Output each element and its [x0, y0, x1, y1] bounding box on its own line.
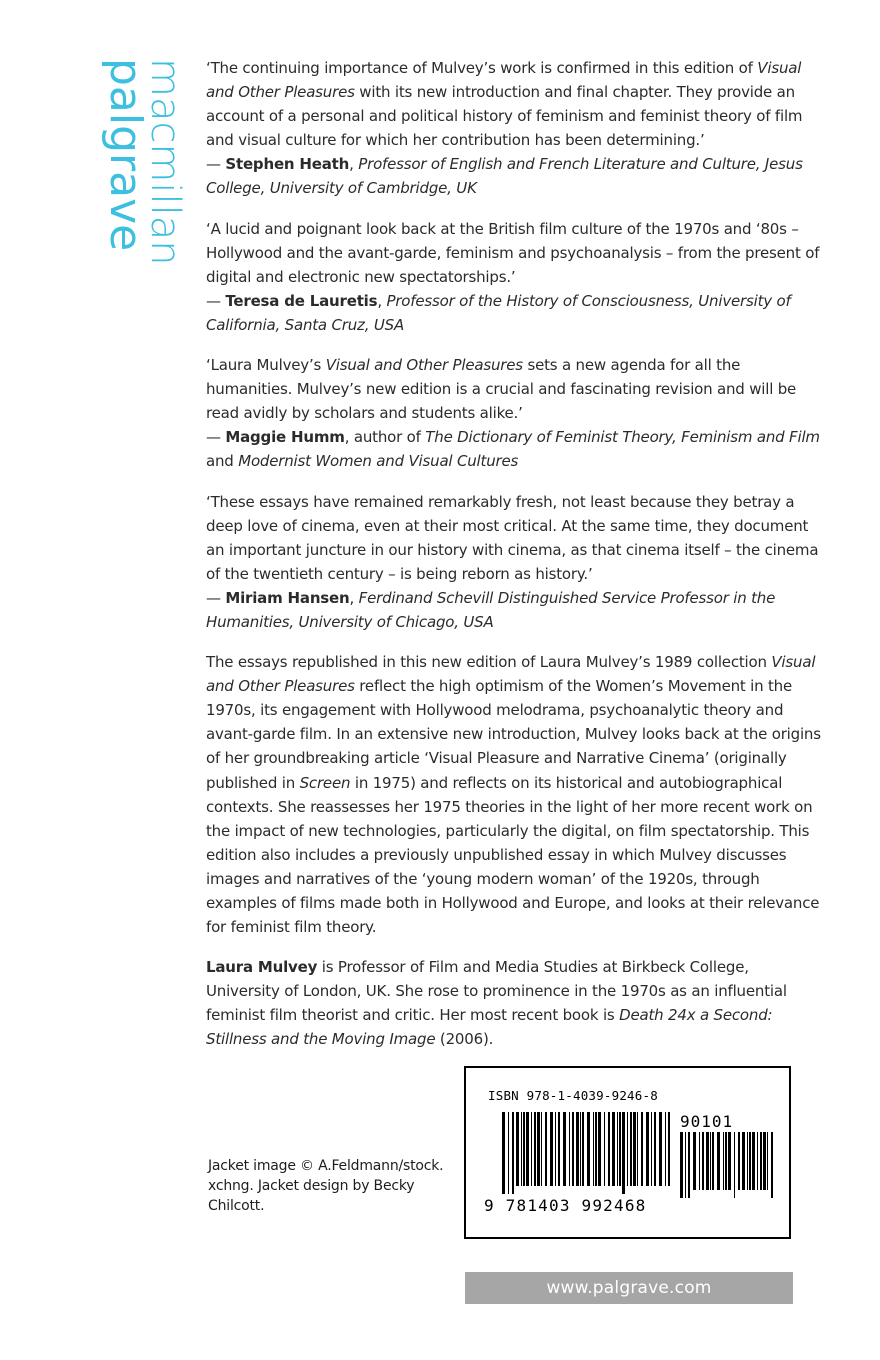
barcode-bar	[555, 1112, 556, 1186]
isbn-label: ISBN 978-1-4039-9246-8	[488, 1088, 658, 1103]
logo-line-palgrave: palgrave	[100, 58, 151, 252]
barcode-bar	[545, 1112, 547, 1186]
barcode-bar	[742, 1132, 745, 1190]
barcode-bar	[717, 1132, 720, 1190]
jacket-credit: Jacket image © A.Feldmann/stock. xchng. Jacket design by Becky Chilcott.	[208, 1158, 444, 1214]
barcode-bar	[537, 1112, 540, 1186]
barcode-bar	[771, 1132, 773, 1198]
barcode-bar	[646, 1112, 649, 1186]
barcode-bar	[617, 1112, 618, 1186]
author-bio: Laura Mulvey is Professor of Film and Media Studies at Birkbeck College, University of London, UK. She rose to prominence in the 1970s as an influential feminist film theorist and critic. Her most recent book is Death 24x a Second: Stillness and the Moving Image (2006).	[206, 958, 787, 1049]
barcode-bar	[622, 1112, 625, 1194]
book-description: The essays republished in this new edition of Laura Mulvey’s 1989 collection Visual and Other Pleasures reflect the high optimism of the Women’s Movement in the 1970s, its engagement with Hollywood melodrama, psychoanalytic theory and avant-garde film. In an extensive new introduction, Mulvey looks back at the origins of her groundbreaking article ‘Visual Pleasure and Narrative Cinema’ (originally published in Screen in 1975) and reflects on its historical and autobiographical contexts. She reassesses her 1975 theories in the light of her more recent work on the impact of new technologies, particularly the digital, on film spectatorship. This edition also includes a previously unpublished essay in which Mulvey discusses images and narratives of the ‘young modern woman’ of the 1920s, through examples of films made both in Hollywood and Europe, and looks at their relevance for feminist film theory.	[206, 653, 821, 937]
barcode-bar	[654, 1112, 656, 1186]
barcode-bar	[512, 1112, 514, 1194]
barcode-bar	[558, 1112, 560, 1186]
quote-attribution: — Teresa de Lauretis, Professor of the History of Consciousness, University of California, Santa Cruz, USA	[206, 291, 791, 334]
barcode-bar	[569, 1112, 570, 1186]
barcode-bar	[534, 1112, 536, 1186]
quote-attribution: — Stephen Heath, Professor of English and French Literature and Culture, Jesus College, University of Cambridge, UK	[206, 155, 803, 198]
quote-attribution: — Maggie Humm, author of The Dictionary of Feminist Theory, Feminism and Film and Modernist Women and Visual Cultures	[206, 428, 820, 471]
barcode-bar	[699, 1132, 700, 1190]
barcode-bar	[531, 1112, 532, 1186]
author-name: Laura Mulvey	[206, 958, 318, 977]
barcode-bar	[723, 1132, 724, 1190]
barcode-bar	[580, 1112, 581, 1186]
ean-barcode-bars	[502, 1112, 672, 1196]
barcode-bar	[541, 1112, 542, 1186]
barcode-bar	[627, 1112, 628, 1186]
palgrave-macmillan-logo	[64, 58, 188, 266]
review-quote-heath: ‘The continuing importance of Mulvey’s work is confirmed in this edition of Visual and Other Pleasures with its new introduction and final chapter. They provide an account of a personal and political history of feminism and feminist theory of film and visual culture for which her contribution has been determining.’ — Stephen Heath, Professor of English and French Literature and Culture, Jesus College, University of Cambridge, UK	[206, 59, 803, 198]
barcode-bar	[612, 1112, 615, 1186]
barcode-bar	[582, 1112, 584, 1186]
barcode-bar	[688, 1132, 690, 1198]
barcode-bar	[550, 1112, 553, 1186]
barcode-bar	[757, 1132, 758, 1190]
barcode-bar	[665, 1112, 666, 1186]
barcode-bar	[521, 1112, 522, 1186]
barcode-bar	[734, 1132, 735, 1198]
barcode-bar	[637, 1112, 638, 1186]
barcode-digits: 9 781403 992468	[484, 1196, 647, 1215]
barcode-bar	[725, 1132, 727, 1190]
barcode-bar	[702, 1132, 704, 1190]
barcode-bar	[760, 1132, 762, 1190]
barcode-bar	[598, 1112, 601, 1186]
barcode-bar	[749, 1132, 751, 1190]
barcode-bar	[516, 1112, 519, 1186]
barcode-bar	[608, 1112, 610, 1186]
barcode-bar	[641, 1112, 643, 1186]
barcode-bar	[576, 1112, 579, 1186]
quote-attribution: — Miriam Hansen, Ferdinand Schevill Distinguished Service Professor in the Humanities, University of Chicago, USA	[206, 588, 776, 631]
review-quote-hansen: ‘These essays have remained remarkably fresh, not least because they betray a deep love of cinema, even at their most critical. At the same time, they document an important juncture in our history with cinema, as that cinema itself – the cinema of the twentieth century – is being reborn as history.’ — Miriam Hansen, Ferdinand Schevill Distinguished Service Professor in the Humanities, University of Chicago, USA	[206, 492, 819, 631]
price-code: 90101	[680, 1112, 734, 1131]
addon-barcode-bars	[680, 1132, 776, 1196]
barcode-bar	[563, 1112, 566, 1186]
barcode-bar	[747, 1132, 748, 1190]
logo-line-macmillan: macmillan	[142, 58, 188, 266]
barcode-bar	[763, 1132, 766, 1190]
barcode-bar	[651, 1112, 652, 1186]
barcode-bar	[526, 1112, 529, 1186]
barcode-bar	[587, 1112, 590, 1186]
barcode-bar	[630, 1112, 632, 1186]
barcode-bar	[767, 1132, 768, 1190]
barcode-bar	[604, 1112, 605, 1186]
barcode-bar	[508, 1112, 509, 1194]
publisher-website[interactable]: www.palgrave.com	[465, 1272, 793, 1304]
review-quote-lauretis: ‘A lucid and poignant look back at the British film culture of the 1970s and ‘80s – Hollywood and the avant-garde, feminism and psychoanalysis – from the present of digital and electronic new spectatorships.’ — Teresa de Lauretis, Professor of the History of Consciousness, University of California, Santa Cruz, USA	[206, 219, 820, 334]
review-quote-humm: ‘Laura Mulvey’s Visual and Other Pleasures sets a new agenda for all the humanities. Mulvey’s new edition is a crucial and fascinating revision and will be read avidly by scholars and students alike.’ — Maggie Humm, author of The Dictionary of Feminist Theory, Feminism and Film and Modernist Women and Visual Cultures	[206, 356, 820, 471]
isbn-barcode	[464, 1066, 791, 1239]
barcode-bar	[706, 1132, 709, 1190]
barcode-bar	[593, 1112, 594, 1186]
barcode-bar	[685, 1132, 686, 1198]
barcode-bar	[680, 1132, 683, 1198]
barcode-bar	[728, 1132, 731, 1190]
back-cover-text	[206, 56, 822, 1068]
barcode-bar	[633, 1112, 636, 1186]
barcode-bar	[712, 1132, 714, 1190]
barcode-bar	[659, 1112, 662, 1186]
barcode-bar	[595, 1112, 597, 1186]
barcode-bar	[523, 1112, 525, 1186]
barcode-bar	[502, 1112, 505, 1194]
barcode-bar	[572, 1112, 574, 1186]
barcode-bar	[668, 1112, 670, 1186]
barcode-bar	[619, 1112, 621, 1186]
barcode-bar	[752, 1132, 755, 1190]
barcode-bar	[738, 1132, 740, 1190]
barcode-bar	[710, 1132, 711, 1190]
barcode-bar	[693, 1132, 696, 1190]
